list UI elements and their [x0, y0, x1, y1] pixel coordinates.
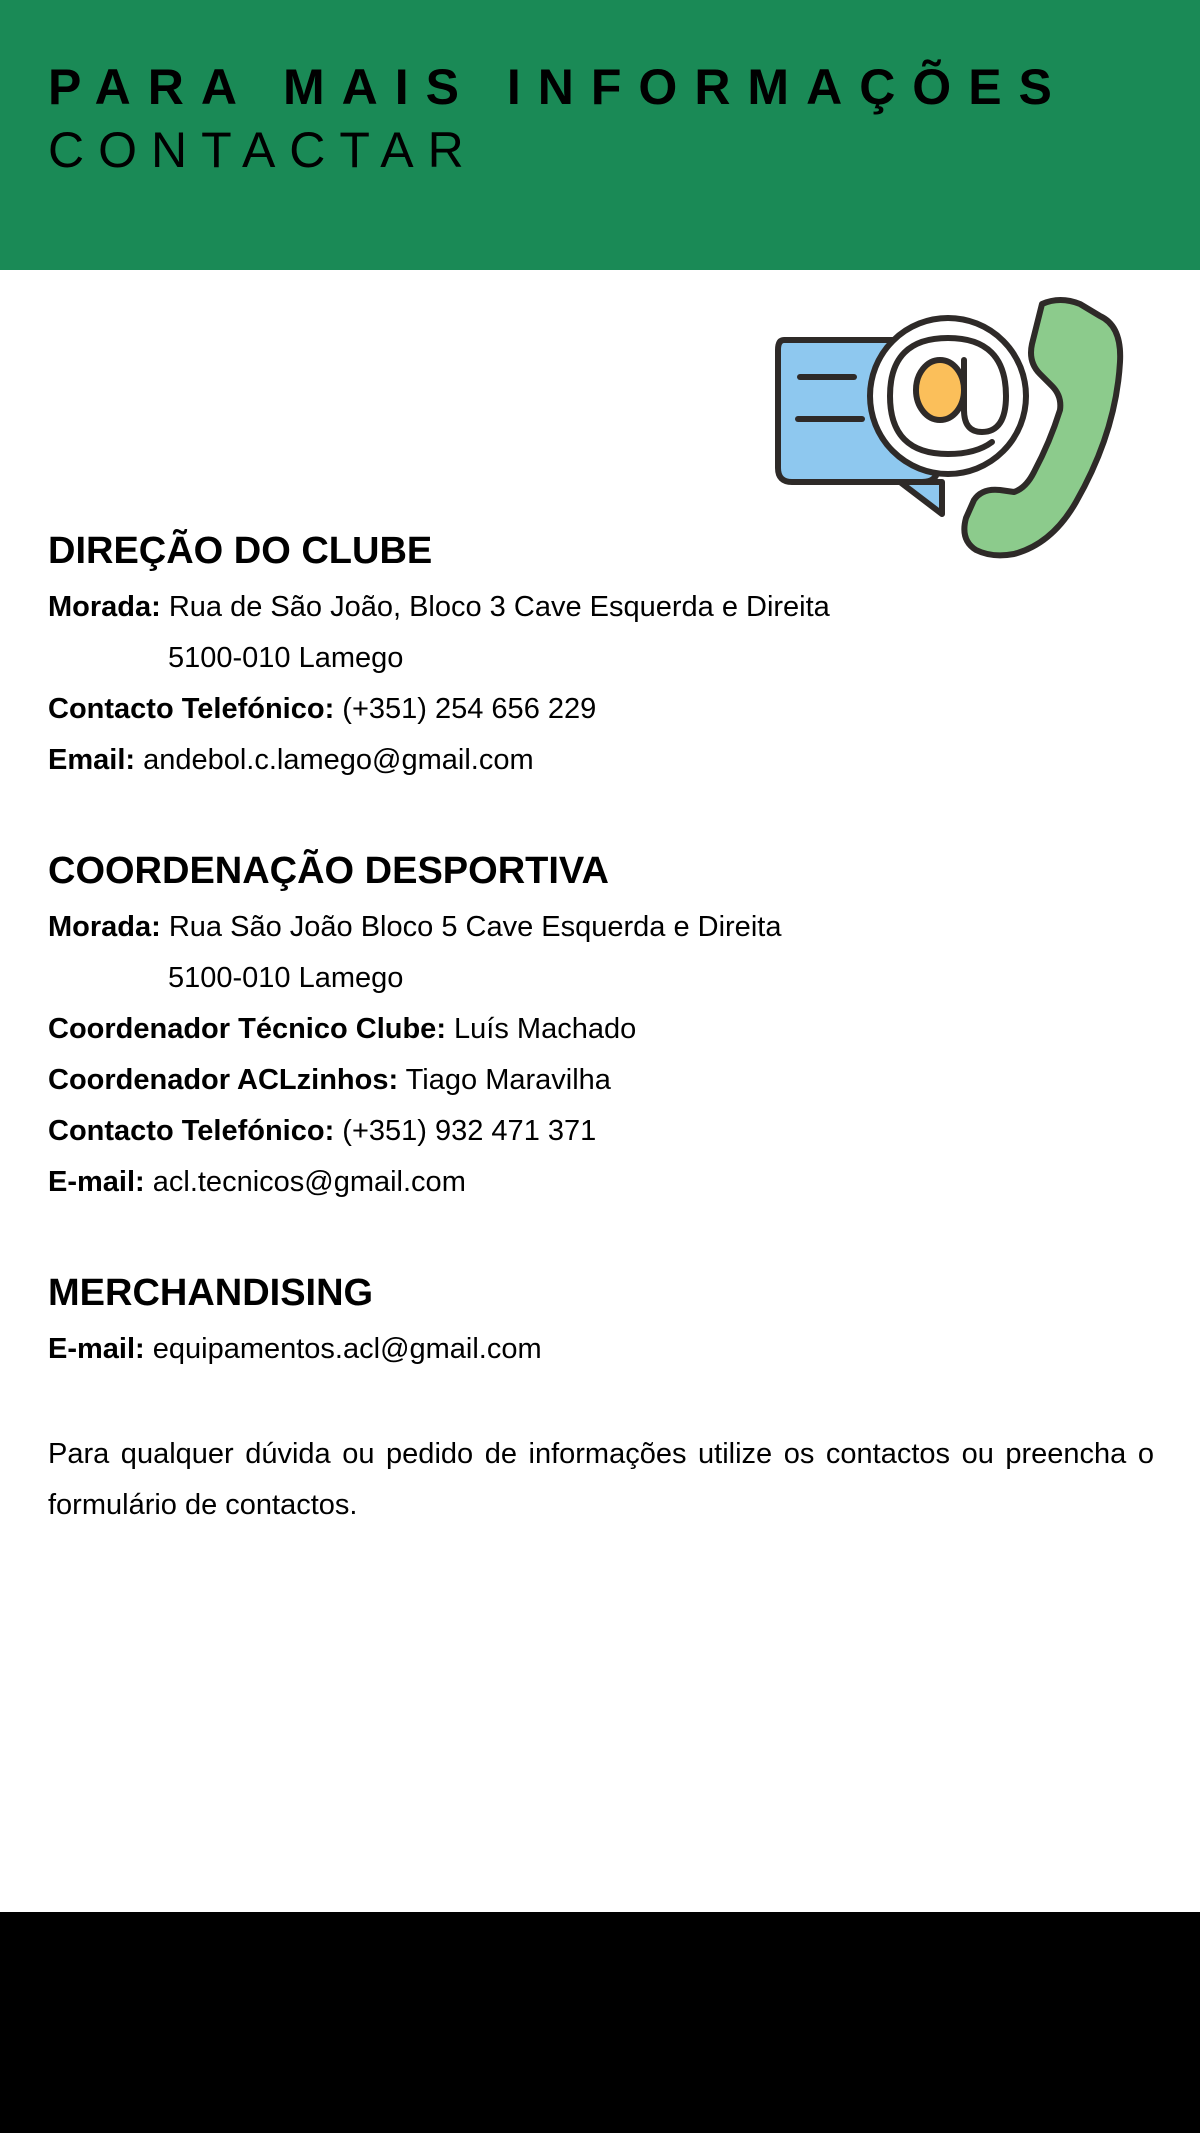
at-sign-icon: [870, 318, 1026, 474]
email-label: Email:: [48, 744, 136, 776]
coordenacao-morada-line2: 5100-010 Lamego: [168, 962, 404, 994]
email-link[interactable]: acl.tecnicos@gmail.com: [152, 1166, 466, 1198]
section-title-direcao: DIREÇÃO DO CLUBE: [48, 530, 433, 572]
morada-value: Rua de São João, Bloco 3 Cave Esquerda e Direita: [168, 591, 830, 623]
merchandising-email: [48, 1324, 1154, 1375]
coordenador-tecnico: [48, 1004, 1154, 1055]
coordenador-tecnico-value: Luís Machado: [454, 1013, 637, 1045]
direcao-email: [48, 735, 1154, 786]
section-title-coordenacao: COORDENAÇÃO DESPORTIVA: [48, 850, 609, 892]
page-header: [0, 0, 1200, 270]
telefone-label: Contacto Telefónico:: [48, 693, 335, 725]
page-footer: [0, 1912, 1200, 2133]
email-label: E-mail:: [48, 1333, 145, 1365]
direcao-morada-line2: 5100-010 Lamego: [168, 642, 404, 674]
morada-label: Morada:: [48, 591, 161, 623]
morada-label: Morada:: [48, 911, 161, 943]
coordenacao-morada: [48, 902, 1154, 953]
direcao-morada: [48, 582, 1154, 633]
info-note: Para qualquer dúvida ou pedido de informações utilize os contactos ou preencha o formulário de contactos.: [48, 1438, 1154, 1521]
coordenador-tecnico-label: Coordenador Técnico Clube:: [48, 1013, 446, 1045]
header-title: PARA MAIS INFORMAÇÕES: [48, 59, 1069, 115]
telefone-label: Contacto Telefónico:: [48, 1115, 335, 1147]
email-link[interactable]: andebol.c.lamego@gmail.com: [143, 744, 534, 776]
coordenacao-telefone: [48, 1106, 1154, 1157]
telefone-value: (+351) 932 471 371: [342, 1115, 597, 1147]
section-title-merchandising: MERCHANDISING: [48, 1272, 374, 1314]
morada-value: Rua São João Bloco 5 Cave Esquerda e Direita: [168, 911, 782, 943]
telefone-value: (+351) 254 656 229: [342, 693, 597, 725]
coordenacao-email: [48, 1157, 1154, 1208]
header-subtitle: CONTACTAR: [48, 122, 478, 178]
direcao-telefone: [48, 684, 1154, 735]
email-label: E-mail:: [48, 1166, 145, 1198]
coordenador-aclzinhos: [48, 1055, 1154, 1106]
contact-content: [48, 520, 1154, 1531]
email-link[interactable]: equipamentos.acl@gmail.com: [152, 1333, 542, 1365]
coordenador-aclzinhos-label: Coordenador ACLzinhos:: [48, 1064, 399, 1096]
coordenador-aclzinhos-value: Tiago Maravilha: [405, 1064, 611, 1096]
